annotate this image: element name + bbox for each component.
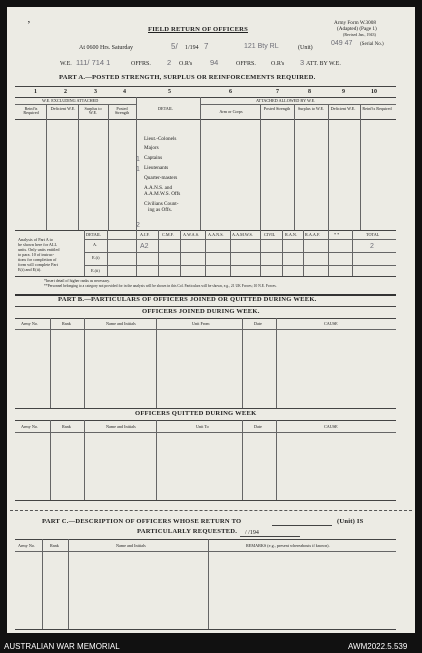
rank-civilians-2: ing as Offs.: [148, 207, 172, 213]
header-deficient-we: Deficient W.E.: [50, 106, 76, 111]
rank-captains: Captains: [144, 155, 163, 161]
part-b-title: PART B.—PARTICULARS OF OFFICERS JOINED OR QUITTED DURING WEEK.: [58, 296, 317, 303]
part-c-header-remarks: REMARKS (e.g., present whereabouts if known).: [246, 543, 330, 548]
analysis-total-value: 2: [370, 243, 374, 250]
quitted-header-name: Name and Initials: [106, 424, 136, 429]
analysis-col-aans: A.A.N.S.: [208, 232, 224, 237]
analysis-col-cmf: C.M.F.: [162, 232, 174, 237]
att-ors-label: O.R's: [271, 61, 285, 67]
analysis-detail: DETAIL: [86, 232, 101, 237]
we-value: 111/ 714 1: [76, 58, 111, 67]
analysis-col-aif: A.I.F.: [140, 232, 150, 237]
army-form-number: Army Form W.3008: [334, 20, 376, 26]
at-hours-label: At 0600 Hrs. Saturday: [79, 45, 133, 51]
analysis-row-a: A.: [93, 242, 98, 247]
rank-aamws: A.A.M.W.S. Offs: [144, 191, 181, 197]
rank-lieut-colonels: Lieut.-Colonels: [144, 136, 177, 142]
col-number-7: 7: [276, 89, 279, 95]
rank-lieutenants: Lieutenants: [144, 165, 169, 171]
header-reinf-required: Reinf'ts Required: [23, 106, 39, 116]
date-label: 1/194: [185, 45, 199, 51]
header-att-posted-strength: Posted Strength: [263, 106, 291, 111]
analysis-aif-value: A2: [140, 243, 149, 250]
header-posted-strength: Posted Strength: [114, 106, 130, 116]
unit-label: (Unit): [298, 45, 313, 51]
header-arm-or-corps: Arm or Corps: [219, 109, 243, 114]
form-title: FIELD RETURN OF OFFICERS: [148, 26, 248, 33]
analysis-col-civil: CIVIL: [264, 232, 276, 237]
joined-header-army-no: Army No.: [21, 321, 38, 326]
att-ors-value: 3: [300, 58, 305, 67]
footer-institution: AUSTRALIAN WAR MEMORIAL: [4, 642, 120, 651]
col-number-10: 10: [371, 89, 377, 95]
col-number-2: 2: [64, 89, 67, 95]
part-a-title: PART A.—POSTED STRENGTH, SURPLUS OR REINFORCEMENTS REQUIRED.: [59, 74, 316, 81]
analysis-row-ei: E.(i): [92, 255, 100, 260]
col-number-3: 3: [94, 89, 97, 95]
quitted-header-cause: CAUSE: [324, 424, 338, 429]
col-number-8: 8: [308, 89, 311, 95]
total-posted-count: 2: [136, 222, 140, 229]
quitted-title: OFFICERS QUITTED DURING WEEK: [135, 410, 257, 417]
joined-header-rank: Rank: [62, 321, 71, 326]
rank-civilians: Civilians Count-: [144, 201, 179, 207]
analysis-note-4: to para. 10 of instruc-: [18, 252, 55, 257]
quitted-header-date: Date: [254, 424, 262, 429]
col-number-6: 6: [229, 89, 232, 95]
joined-header-name: Name and Initials: [106, 321, 136, 326]
rank-majors: Majors: [144, 145, 159, 151]
header-att-surplus-we: Surplus to W.E.: [297, 106, 325, 111]
header-surplus-we: Surplus to W.E.: [84, 106, 102, 116]
analysis-note-3: units. Only units entitled: [18, 247, 60, 252]
joined-title: OFFICERS JOINED DURING WEEK.: [142, 308, 260, 315]
army-form-revised: (Revised Jan., 1943): [343, 32, 376, 37]
analysis-col-ran: R.A.N.: [285, 232, 297, 237]
analysis-note-1: Analysis of Part A to: [18, 237, 53, 242]
serial-value: 049 47: [331, 40, 353, 47]
part-c-date: / /194: [245, 530, 259, 536]
year-value: 7: [204, 42, 209, 51]
part-c-unit-is: (Unit) IS: [337, 518, 364, 525]
analysis-col-total: TOTAL: [366, 232, 380, 237]
part-c-requested: PARTICULARLY REQUESTED.: [137, 528, 238, 535]
captains-count: 1: [136, 156, 140, 163]
we-label: W.E.: [60, 61, 72, 67]
lieutenants-count: 1: [136, 166, 140, 173]
joined-header-date: Date: [254, 321, 262, 326]
part-c-title: PART C.—DESCRIPTION OF OFFICERS WHOSE RETURN TO: [42, 518, 242, 525]
rank-quartermasters: Quarter-masters: [144, 175, 178, 181]
form-mark: ’: [27, 19, 31, 31]
unit-value: 121 Bty RL: [244, 43, 279, 50]
joined-header-cause: CAUSE: [324, 321, 338, 326]
footer-accession-number: AWM2022.5.539: [348, 642, 408, 651]
analysis-note-2: be shown here for ALL: [18, 242, 58, 247]
col-number-4: 4: [123, 89, 126, 95]
analysis-col-raaf: R.A.A.F.: [305, 232, 321, 237]
analysis-col-awas: A.W.A.S.: [183, 232, 200, 237]
att-offrs-label: OFFRS.: [236, 61, 256, 67]
header-att-reinf-required: Reinf'ts Required: [362, 106, 392, 111]
army-form-adapted: (Adapted) (Page 1): [337, 26, 377, 32]
rank-aans: A.A.N.S. and: [144, 185, 173, 191]
analysis-col-other: * *: [334, 232, 340, 237]
header-att-deficient-we: Deficient W.E.: [330, 106, 356, 111]
part-c-header-army-no: Army No.: [18, 543, 35, 548]
col-number-9: 9: [342, 89, 345, 95]
we-offrs-label: OFFRS.: [131, 61, 151, 67]
quitted-header-unit-to: Unit To: [196, 424, 209, 429]
we-ors-value: 94: [210, 58, 219, 67]
analysis-note-6: form will complete Part: [18, 262, 58, 267]
archive-footer: [0, 638, 422, 653]
analysis-row-eii: E.(ii): [91, 268, 100, 273]
detail-header: DETAIL: [158, 106, 173, 111]
part-c-header-name: Name and Initials: [116, 543, 146, 548]
joined-header-unit-from: Unit From: [192, 321, 210, 326]
we-offrs-value: 2: [167, 58, 172, 67]
footnote-personnel: **Personnel belonging to a category not provided for in the analysis will be shown in this Col. Particulars will be shown, e.g., 21 UK Forces; 10 N.E. Forces.: [44, 284, 277, 288]
analysis-note-7: E(i) and E(ii).: [18, 267, 42, 272]
serial-label: (Serial No.): [360, 42, 384, 47]
quitted-header-rank: Rank: [62, 424, 71, 429]
analysis-col-aamws: A.A.M.W.S.: [232, 232, 253, 237]
group-excluding-attached: W.E. EXCLUDING ATTACHED: [42, 98, 99, 103]
day-value: 5/: [171, 42, 178, 51]
part-c-header-rank: Rank: [50, 543, 59, 548]
we-ors-label: O.R's: [179, 61, 193, 67]
analysis-note-5: tions for completion of: [18, 257, 57, 262]
att-by-we-label: ATT. BY W.E.: [306, 61, 341, 67]
quitted-header-army-no: Army No.: [21, 424, 38, 429]
col-number-5: 5: [168, 89, 171, 95]
group-attached-allowed: ATTACHED ALLOWED BY W.E.: [256, 98, 316, 103]
col-number-1: 1: [34, 89, 37, 95]
footnote-higher-ranks: *Insert detail of higher ranks as necessary.: [44, 279, 110, 283]
